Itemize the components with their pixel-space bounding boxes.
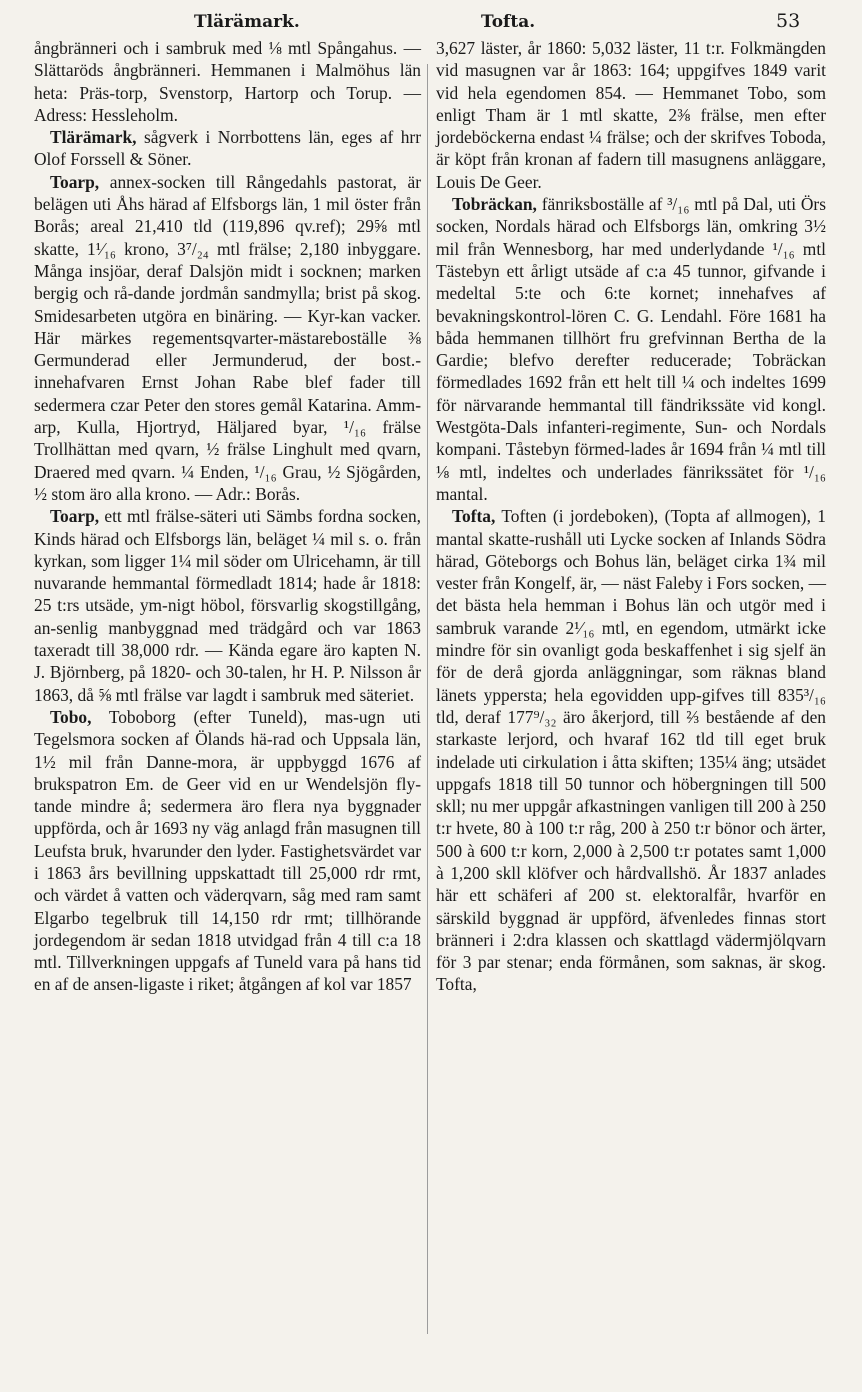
headword: Tobräckan, <box>452 194 537 215</box>
entry-text: ett mtl frälse-säteri uti Sämbs fordna socken, Kinds härad och Elfsborgs län, beläget ¼ mil s. o. från kyrkan, som ligger 1¼ mil söder om Ulricehamn, är till nuvarande hemmantal förmedladt 1814; hade år 1818: 25 t:rs utsäde, ym-nigt höbol, försvarlig skogstillgång, an-senlig manbyggnad med trädgård och var 1863 taxeradt till 38,000 rdr. — Kända egare äro kapten N. J. Björnberg, på 1820- och 30-talen, hr H. P. Nilsson år 1863, då ⅝ mtl frälse var lagdt i sambruk med säteriet. <box>34 506 421 705</box>
running-head-left: Tlärämark. <box>194 12 300 32</box>
page-number: 53 <box>776 10 801 32</box>
headword: Tlärämark, <box>50 127 137 148</box>
entry-toarp-parish <box>34 171 421 505</box>
entry-text: Toboborg (efter Tuneld), mas-ugn uti Tegelsmora socken af Ölands hä-rad och Uppsala län, 1½ mil från Danne-mora, är uppbyggd 1676 af brukspatron Em. de Geer vid en ur Wendelsjön fly-tande mindre å; sedermera äro flera nya byggnader uppförda, och år 1693 ny väg anlagd från masugnen till Leufsta bruk, hvarunder den lyder. Fastighetsvärdet var i 1863 års bevillning uppskattadt till 25,000 rdr rmt, och värdet å vatten och väderqvarn, såg med ram samt Elgarbo tegelbruk till 14,150 rdr rmt; tillhörande jordegendom är sedan 1818 utvidgad från 4 till c:a 18 mtl. Tillverkningen uppgafs af Tuneld vara på hans tid en af de ansen-ligaste i riket; åtgången af kol var 1857 <box>34 706 421 995</box>
entry-continuation: 3,627 läster, år 1860: 5,032 läster, 11 t:r. Folkmängden vid masugnen var år 1863: 164; uppgifves 1849 varit vid hela egendomen 854. — Hemmanet Tobo, som enligt Tham är 1 mtl skatte, 2⅜ frälse, men efter jordeböckerna endast ¼ frälse; och der skrifves Toboda, är köpt från kronan af fadern till masugnens anläggare, Louis De Geer. <box>436 38 826 192</box>
entry-text: sågverk i Norrbottens län, eges af hrr Olof Forssell & Söner. <box>34 127 421 170</box>
entry-tofta <box>436 505 826 996</box>
column-divider <box>427 64 428 1334</box>
headword: Toarp, <box>50 506 100 527</box>
headword: Tobo, <box>50 706 92 727</box>
entry-text: Toften (i jordeboken), (Topta af allmogen), 1 mantal skatte-rushåll uti Lycke socken af Inlands Södra härad, Göteborgs och Bohus län, beläget cirka 1¾ mil vester från Kongelf, är, — näst Faleby i Fors socken, — det bästa hela hemman i Bohus län och utgör med i sambruk varande 2¹⁄₁₆ mtl, en egendom, utmärkt icke mindre för sin ovanligt goda beskaffenhet i sig sjelf än för de derå gjorda anläggningar, som räknas bland länets yppersta; hela egovidden upp-gifves till 835³/₁₆ tld, deraf 177⁹/₃₂ äro åkerjord, till ⅔ bestående af den starkaste lerjord, och hvaraf 162 tld till eget bruk indelade uti cirkulation i åtta skiften; 135¼ äng; utsädet uppgafs 1818 till 50 tunnor och höbergningen till 500 skll; nu mer uppgår afkastningen vanligen till 200 à 250 t:r hvete, 80 à 100 t:r råg, 200 à 250 t:r bönor och ärter, 500 à 600 t:r korn, 2,000 à 2,500 t:r potates samt 1,000 à 1,200 skll klöfver och hårdvallshö. År 1837 anlades här ett schäferi af 200 st. elektoralfår, hvarför en särskild byggnad är uppförd, äfvenledes finnas stort bränneri i 2:dra klassen och skattlagd vädermjölqvarn för 3 par stenar; enda förmånen, som saknas, är skog. Tofta, <box>436 506 827 995</box>
headword: Tofta, <box>452 506 496 527</box>
headword: Toarp, <box>50 171 100 192</box>
entry-text: annex-socken till Rångedahls pastorat, är belägen uti Åhs härad af Elfsborgs län, 1 mil öster från Borås; areal 21,410 tld (119,896 qv.ref); 29⅝ mtl skatte, 1¹⁄₁₆ krono, 3⁷/₂₄ mtl frälse; 2,180 inbyggare. Många insjöar, deraf Dalsjön midt i socknen; marken bergig och rå-dande jordmån sandmylla; brist på skog. Smidesarbeten utgöra en binäring. — Kyr-kan vacker. Här märkes regementsqvarter-mästareboställe ⅜ Germunderad eller Jermunderud, der bost.-innehafvaren Ernst Johan Rabe blef fader till sedermera czar Peter den stores gemål Katarina. Amm-arp, Kulla, Hjortryd, Häljared byar, ¹/₁₆ frälse Trollhättan med qvarn, ½ frälse Linghult med qvarn, Draered med qvarn. ¼ Enden, ¹/₁₆ Grau, ½ Sjögården, ½ stom äro alla krono. — Adr.: Borås. <box>34 171 421 504</box>
entry-tobrackan <box>436 193 826 505</box>
running-head-right: Tofta. <box>481 12 536 32</box>
right-column <box>436 37 826 996</box>
page-header <box>0 8 862 34</box>
entry-tobo <box>34 706 421 996</box>
entry-tlaramark <box>34 126 421 171</box>
left-column <box>34 37 421 996</box>
entry-toarp-estate <box>34 505 421 706</box>
entry-text: fänriksboställe af ³/₁₆ mtl på Dal, uti Örs socken, Nordals härad och Elfsborgs län, omkring 3½ mil från Wennesborg, har med underlydande ¹/₁₆ mtl Tästebyn ett årligt utsäde af c:a 45 tunnor, gifvande i medeltal 5:te och 6:te kornet; innehafves af bevakningskontrol-lören C. G. Lendahl. Före 1681 ha båda hemmanen tillhört fru grefvinnan Bertha de la Gardie; blefvo derefter reducerade; Tobräckan förmedlades 1692 från ett helt till ¼ och indeltes 1699 för närvarande hemmantal till fändrikssäte vid kongl. Westgöta-Dals infanteri-regimente, Sun- och Nordals kompani. Tåstebyn förmed-lades år 1694 från ¼ mtl till ⅛ mtl, indeltes och underlades fänrikssätet för ¹/₁₆ mantal. <box>436 194 826 504</box>
entry-continuation: ångbränneri och i sambruk med ⅛ mtl Spångahus. — Slättaröds ångbränneri. Hemmanen i Malmöhus län heta: Präs-torp, Svenstorp, Hartorp och Torup. — Adress: Hessleholm. <box>34 38 421 125</box>
